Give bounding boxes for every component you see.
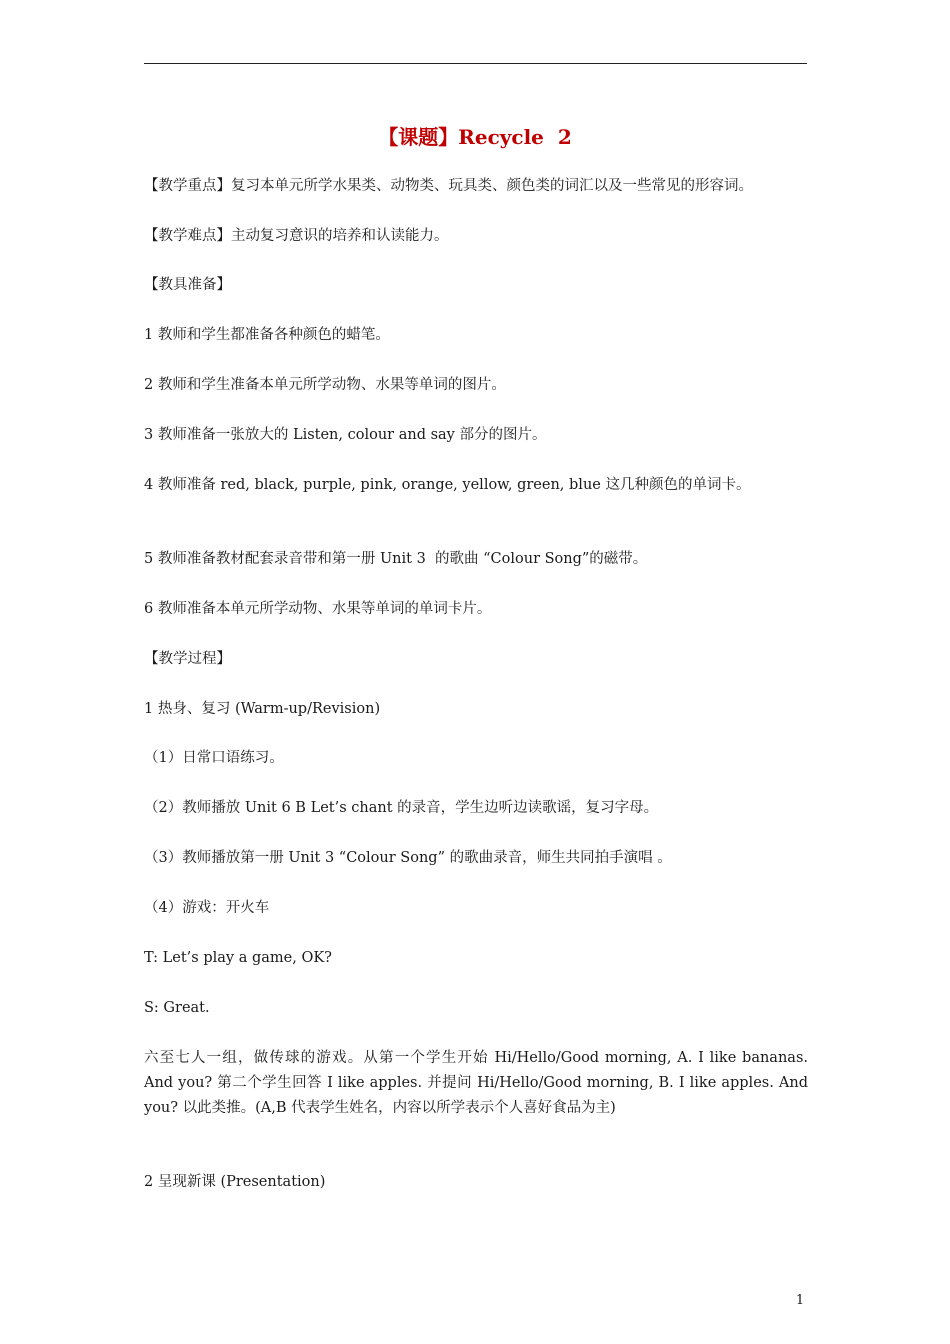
materials-item-5: 5 教师准备教材配套录音带和第一册 Unit 3 的歌曲 “Colour Song”的磁带。 [144, 551, 648, 567]
dialogue-teacher: T: Let’s play a game, OK? [144, 950, 332, 966]
step-1-item-1: （1）日常口语练习。 [144, 750, 284, 766]
teaching-difficulty: 【教学难点】主动复习意识的培养和认读能力。 [144, 228, 449, 244]
materials-heading: 【教具准备】 [144, 277, 231, 293]
teaching-focus: 【教学重点】复习本单元所学水果类、动物类、玩具类、颜色类的词汇以及一些常见的形容词。 [144, 178, 753, 194]
materials-item-6: 6 教师准备本单元所学动物、水果等单词的单词卡片。 [144, 601, 492, 617]
step-1-item-3: （3）教师播放第一册 Unit 3 “Colour Song” 的歌曲录音，师生共同拍手演唱 。 [144, 850, 672, 866]
step-1-item-4: （4）游戏：开火车 [144, 900, 270, 916]
game-description: 六至七人一组，做传球的游戏。从第一个学生开始 Hi/Hello/Good morning, A. I like bananas. And you? 第二个学生回答 I like apples. 并提问 Hi/Hello/Good morning, B. I like apples. And you? 以此类推。(A,B 代表学生姓名，内容以所学表示个人喜好食品为主) [144, 1050, 813, 1116]
page-number: 1 [795, 1293, 805, 1308]
step-1-heading: 1 热身、复习 (Warm-up/Revision) [144, 701, 381, 717]
header-rule [144, 63, 807, 64]
materials-item-2: 2 教师和学生准备本单元所学动物、水果等单词的图片。 [144, 377, 506, 393]
materials-item-1: 1 教师和学生都准备各种颜色的蜡笔。 [144, 327, 390, 343]
materials-item-3: 3 教师准备一张放大的 Listen, colour and say 部分的图片。 [144, 427, 547, 443]
lesson-title: 【课题】Recycle 2 [378, 125, 572, 149]
dialogue-student: S: Great. [144, 1000, 210, 1016]
materials-item-4: 4 教师准备 red, black, purple, pink, orange, yellow, green, blue 这几种颜色的单词卡。 [144, 477, 751, 493]
step-1-item-2: （2）教师播放 Unit 6 B Let’s chant 的录音，学生边听边读歌谣，复习字母。 [144, 800, 659, 816]
step-2-heading: 2 呈现新课 (Presentation) [144, 1174, 326, 1190]
process-heading: 【教学过程】 [144, 651, 231, 667]
